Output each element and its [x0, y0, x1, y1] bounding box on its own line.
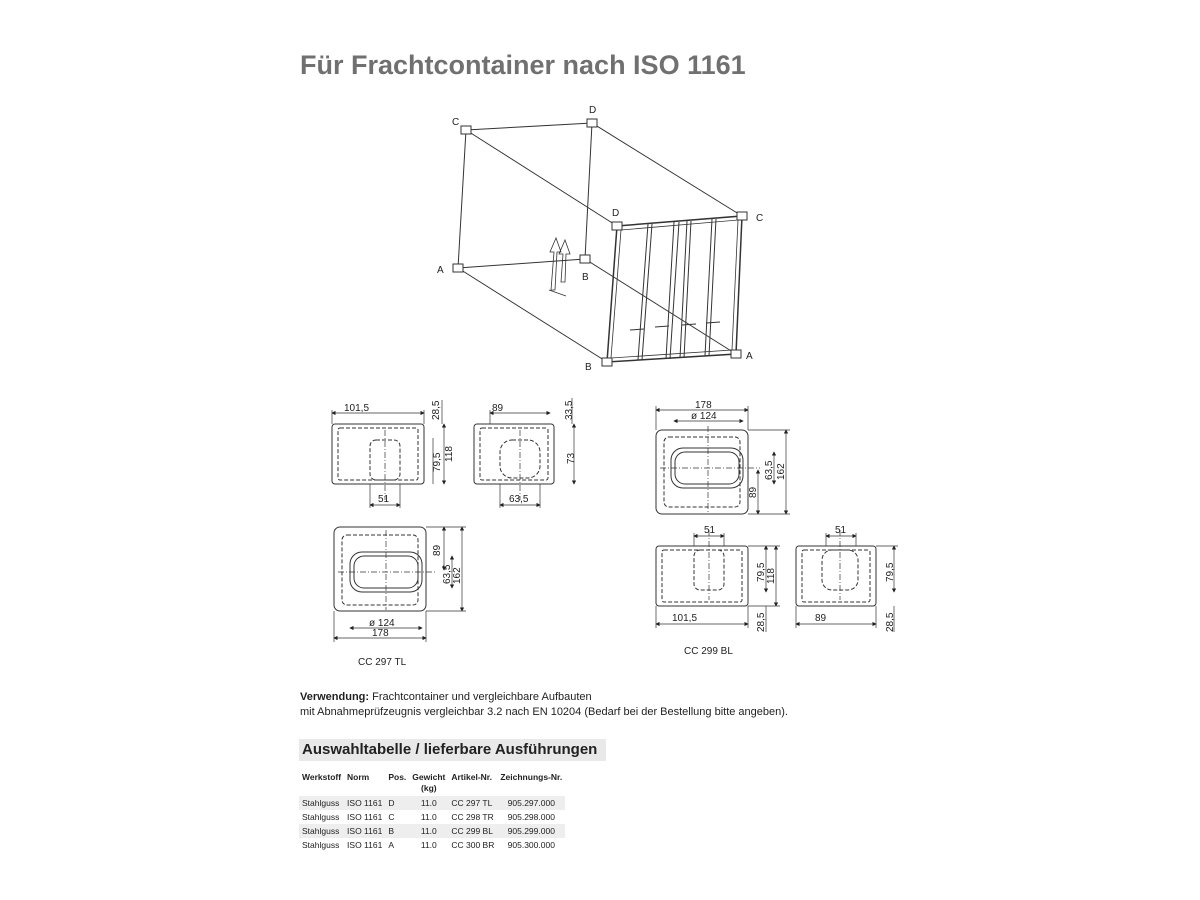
corner-label: B [582, 272, 589, 283]
dim-label: 28,5 [885, 612, 896, 632]
cell: 11.0 [420, 839, 437, 850]
cell: 905.298.000 [507, 811, 555, 822]
table-row [299, 810, 565, 824]
cell: D [385, 796, 409, 810]
header-zeichnung: Zeichnungs-Nr. [500, 772, 563, 782]
cell: ISO 1161 [344, 796, 385, 810]
dim-label: 162 [452, 567, 463, 584]
dim-label: 33,5 [564, 400, 575, 420]
header-norm: Norm [347, 772, 370, 782]
header-artikel: Artikel-Nr. [451, 772, 492, 782]
dim-label: 51 [378, 494, 390, 505]
dim-label: 51 [704, 525, 716, 536]
dim-label: 79,5 [432, 452, 443, 472]
corner-label: B [585, 362, 592, 373]
usage-label: Verwendung: [300, 691, 370, 703]
usage-line1: Frachtcontainer und vergleichbare Aufbauten [369, 691, 592, 703]
cell: 11.0 [409, 796, 448, 810]
cell: A [388, 839, 395, 850]
cell: ISO 1161 [344, 824, 385, 838]
cell: CC 300 BR [451, 839, 495, 850]
cell: Stahlguss [302, 811, 340, 822]
dim-label: 89 [815, 613, 827, 624]
cell: 11.0 [409, 824, 448, 838]
dim-label: 118 [444, 446, 455, 462]
cell: 905.297.000 [497, 796, 565, 810]
table-header-row [299, 770, 565, 796]
dim-label: 79,5 [885, 562, 896, 582]
table-row [299, 838, 565, 852]
cell: CC 298 TR [451, 811, 494, 822]
dim-label: 63,5 [764, 460, 775, 480]
cell: Stahlguss [302, 839, 340, 850]
cell: Stahlguss [299, 796, 344, 810]
dim-label: 79,5 [756, 562, 767, 582]
dim-label: ø 124 [369, 618, 395, 629]
dim-label: 63,5 [442, 564, 453, 584]
cell: ISO 1161 [347, 811, 383, 822]
tl-side-view-right [474, 398, 574, 508]
dim-label: 63,5 [509, 494, 529, 505]
header-pos: Pos. [388, 772, 407, 782]
cell: 905.299.000 [497, 824, 565, 838]
dim-label: 101,5 [344, 403, 370, 414]
cell: CC 297 TL [448, 796, 497, 810]
bl-plan-view [656, 406, 790, 514]
cell: CC 299 BL [448, 824, 497, 838]
dim-label: 73 [566, 452, 577, 464]
corner-label: C [756, 213, 764, 224]
corner-label: D [589, 105, 597, 116]
usage-line2: mit Abnahmeprüfzeugnis vergleichbar 3.2 nach EN 10204 (Bedarf bei der Bestellung bitte angeben). [300, 706, 788, 718]
corner-label: C [452, 117, 460, 128]
tl-side-view-left [332, 400, 444, 508]
header-werkstoff: Werkstoff [302, 772, 342, 782]
dim-label: 89 [432, 544, 443, 556]
dim-label: 118 [766, 568, 777, 584]
page-title: Für Frachtcontainer nach ISO 1161 [300, 50, 746, 80]
cell: 11.0 [420, 811, 437, 822]
cell: ISO 1161 [347, 839, 383, 850]
usage-text [300, 690, 788, 720]
dim-label: 28,5 [431, 400, 442, 420]
dim-label: 178 [695, 400, 712, 411]
table-row [299, 796, 565, 810]
dim-label: ø 124 [691, 411, 717, 422]
corner-label: A [437, 265, 444, 276]
caption-cc297tl: CC 297 TL [358, 657, 407, 668]
corner-label: D [612, 208, 620, 219]
dim-label: 28,5 [756, 612, 767, 632]
dim-label: 51 [835, 525, 847, 536]
header-gewicht-label: Gewicht [412, 772, 446, 782]
bl-side-view-right [796, 530, 898, 632]
dim-label: 89 [492, 403, 504, 414]
dim-label: 162 [776, 463, 787, 480]
header-gewicht-unit: (kg) [421, 783, 437, 793]
selection-table [299, 770, 565, 852]
table-heading: Auswahltabelle / lieferbare Ausführungen [299, 739, 606, 761]
table-row [299, 824, 565, 838]
cell: 905.300.000 [507, 839, 555, 850]
container-isometric [453, 119, 747, 366]
caption-cc299bl: CC 299 BL [684, 646, 733, 657]
dim-label: 101,5 [672, 613, 698, 624]
corner-label: A [746, 351, 753, 362]
dim-label: 178 [372, 628, 389, 639]
cell: C [388, 811, 395, 822]
header-gewicht [409, 770, 448, 796]
cell: B [385, 824, 409, 838]
dim-label: 89 [748, 486, 759, 498]
cell: Stahlguss [299, 824, 344, 838]
